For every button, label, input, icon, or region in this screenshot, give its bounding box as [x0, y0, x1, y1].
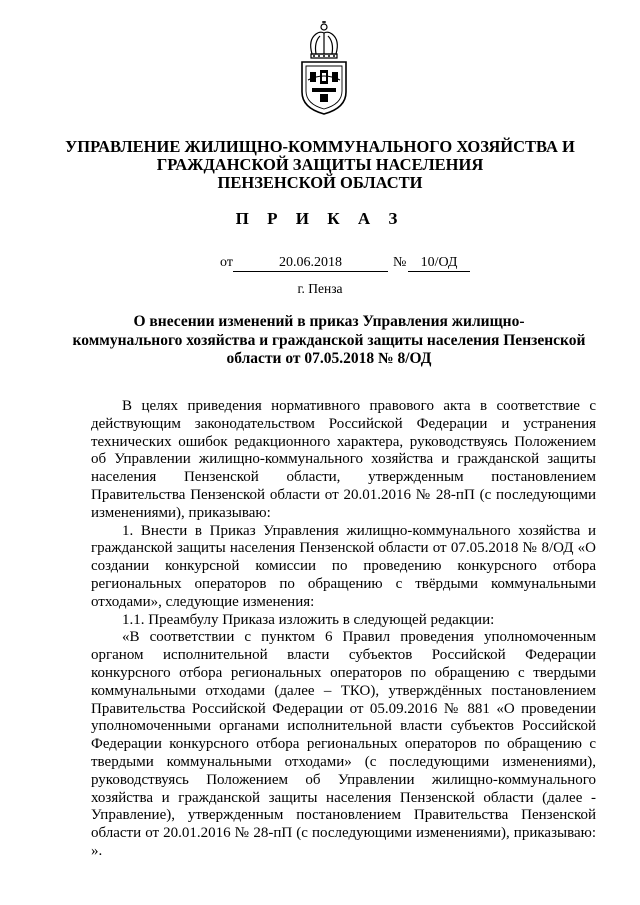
subject-line-3: области от 07.05.2018 № 8/ОД [226, 350, 432, 367]
order-body [91, 398, 596, 861]
header-line-3: ПЕНЗЕНСКОЙ ОБЛАСТИ [217, 173, 423, 192]
paragraph-new-preamble: «В соответствии с пунктом 6 Правил проведения уполномоченным органом исполнительной власти субъектов Российской Федерации конкурсного отбора региональных операторов по обращению с твердыми коммунальными отходами (далее – ТКО), утверждённых постановлением Правительства Российской Федерации от 05.09.2016 № 881 «О проведении уполномоченными органами исполнительной власти субъектов Российской Федерации конкурсного отбора региональных операторов по обращению с твердыми коммунальными отходами» (с последующими изменениями), руководствуясь Положением об Управлении жилищно-коммунального хозяйства и гражданской защиты населения Пензенской области (далее - Управление), утвержденным постановлением Правительства Пензенской области от 20.01.2016 № 28-пП (с последующими изменениями), приказываю: ». [91, 629, 596, 859]
order-subject [60, 313, 598, 369]
subject-line-2: коммунального хозяйства и гражданской защиты населения Пензенской [72, 331, 586, 349]
order-number-field [408, 255, 470, 272]
coat-of-arms-emblem [294, 20, 354, 116]
order-date-field [233, 255, 388, 272]
date-label: от [220, 255, 233, 270]
header-line-1: УПРАВЛЕНИЕ ЖИЛИЩНО-КОММУНАЛЬНОГО ХОЗЯЙСТВА И [65, 137, 575, 156]
city: г. Пенза [297, 281, 343, 296]
order-title: П Р И К А З [235, 209, 405, 228]
paragraph-item-1: 1. Внести в Приказ Управления жилищно-коммунального хозяйства и гражданской защиты населения Пензенской области от 07.05.2018 № 8/ОД «О создании конкурсной комиссии по проведению конкурсного отбора региональных операторов по обращению с твёрдыми коммунальными отходами», следующие изменения: [91, 522, 596, 610]
subject-line-1: О внесении изменений в приказ Управления жилищно- [133, 313, 525, 330]
header-line-2: ГРАЖДАНСКОЙ ЗАЩИТЫ НАСЕЛЕНИЯ [156, 155, 484, 174]
paragraph-item-1-1: 1.1. Преамбулу Приказа изложить в следующей редакции: [122, 611, 495, 628]
organization-header [0, 138, 640, 192]
order-number: 10/ОД [408, 255, 470, 272]
paragraph-preamble: В целях приведения нормативного правового акта в соответствие с действующим законодательством Российской Федерации и устранения технических ошибок редакционного характера, руководствуясь Положением об Управлении жилищно-коммунального хозяйства и гражданской защиты населения Пензенской области, утвержденным постановлением Правительства Пензенской области от 20.01.2016 № 28-пП (с последующими изменениями), приказываю: [91, 398, 596, 521]
order-date: 20.06.2018 [233, 255, 388, 272]
number-label: № [393, 255, 407, 270]
